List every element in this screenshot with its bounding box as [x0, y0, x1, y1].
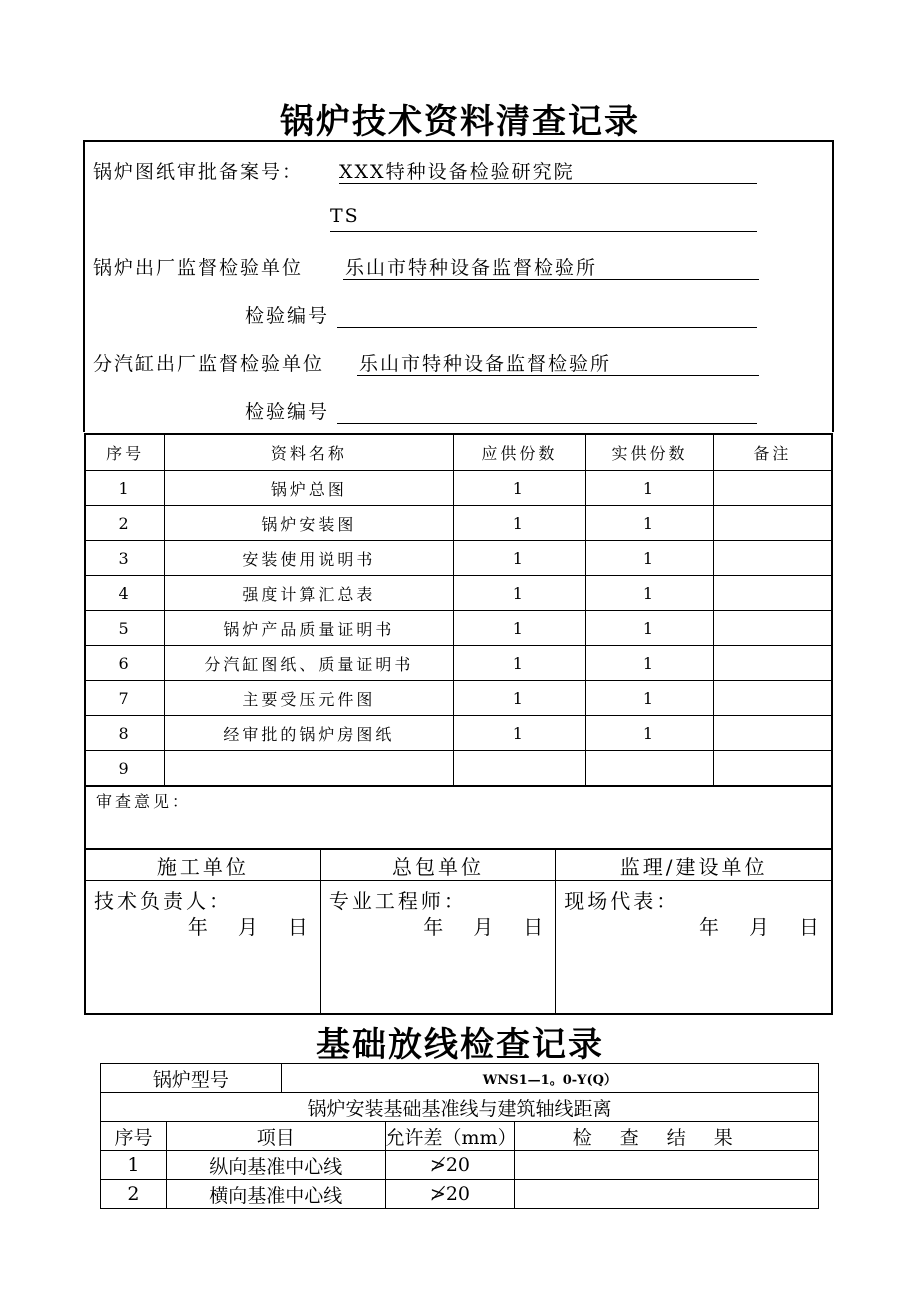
header-note: 备注: [713, 434, 832, 471]
row-no: 2: [101, 1180, 167, 1209]
row-required[interactable]: [453, 751, 586, 787]
cylinder-unit-row: [85, 349, 836, 377]
date-line: [158, 911, 308, 940]
header-tolerance: 允许差（mm）: [385, 1122, 515, 1151]
signature-cell-supervision[interactable]: [556, 881, 832, 1015]
row-name: 主要受压元件图: [165, 681, 453, 716]
table-row: [85, 646, 832, 681]
table-row: [85, 541, 832, 576]
header-supervision-unit: 监理/建设单位: [556, 849, 832, 881]
row-note[interactable]: [713, 576, 832, 611]
row-name: 锅炉安装图: [165, 506, 453, 541]
cylinder-unit-label: 分汽缸出厂监督检验单位: [93, 353, 325, 375]
row-actual[interactable]: 1: [586, 541, 714, 576]
table-row: [85, 576, 832, 611]
review-opinion-label: 审查意见：: [96, 792, 192, 811]
row-note[interactable]: [713, 611, 832, 646]
row-actual[interactable]: 1: [586, 716, 714, 751]
header-no: 序号: [85, 434, 165, 471]
year-label: 年: [187, 915, 208, 939]
section-subtitle: 锅炉安装基础基准线与建筑轴线距离: [101, 1093, 819, 1122]
boiler-unit-row: [85, 253, 836, 281]
row-required[interactable]: 1: [453, 471, 586, 506]
ts-value[interactable]: TS: [330, 205, 757, 232]
signature-table: [84, 848, 833, 1015]
inspection-no-value[interactable]: [337, 301, 757, 328]
model-row: [101, 1064, 819, 1093]
row-result[interactable]: [515, 1151, 819, 1180]
year-label: 年: [699, 915, 719, 939]
cylinder-unit-value[interactable]: 乐山市特种设备监督检验所: [357, 349, 759, 376]
row-item: 横向基准中心线: [166, 1180, 385, 1209]
row-note[interactable]: [713, 541, 832, 576]
technical-lead-label: 技术负责人：: [94, 889, 232, 913]
date-line: [669, 911, 819, 940]
row-name[interactable]: [165, 751, 453, 787]
date-line: [393, 911, 543, 940]
row-required[interactable]: 1: [453, 681, 586, 716]
inspection-no2-row: [85, 397, 836, 425]
boiler-unit-label: 锅炉出厂监督检验单位: [93, 257, 304, 279]
row-tolerance: ≯20: [385, 1180, 515, 1209]
row-no: 5: [85, 611, 165, 646]
month-label: 月: [237, 915, 258, 939]
row-no: 6: [85, 646, 165, 681]
header-construction-unit: 施工单位: [85, 849, 320, 881]
row-name: 安装使用说明书: [165, 541, 453, 576]
row-actual[interactable]: 1: [586, 576, 714, 611]
inspection-no-label: 检验编号: [245, 305, 330, 327]
signature-header-row: [85, 849, 832, 881]
row-no: 3: [85, 541, 165, 576]
table-header-row: [85, 434, 832, 471]
table-row: [85, 716, 832, 751]
inspection-no2-value[interactable]: [337, 397, 757, 424]
table-row: [101, 1180, 819, 1209]
signature-cell-general[interactable]: [320, 881, 555, 1015]
row-no: 2: [85, 506, 165, 541]
row-actual[interactable]: 1: [586, 506, 714, 541]
row-no: 1: [85, 471, 165, 506]
section-title: 基础放线检查记录: [316, 1025, 604, 1065]
header-general-contractor: 总包单位: [320, 849, 555, 881]
row-note[interactable]: [713, 716, 832, 751]
approval-label: 锅炉图纸审批备案号：: [93, 161, 304, 183]
month-label: 月: [473, 915, 494, 939]
approval-value[interactable]: XXX特种设备检验研究院: [339, 157, 757, 184]
header-item: 项目: [166, 1122, 385, 1151]
approval-row: [85, 157, 836, 185]
row-required[interactable]: 1: [453, 611, 586, 646]
table-row: [85, 611, 832, 646]
row-actual[interactable]: 1: [586, 471, 714, 506]
inspection-no2-label: 检验编号: [245, 401, 330, 423]
row-no: 9: [85, 751, 165, 787]
row-required[interactable]: 1: [453, 716, 586, 751]
month-label: 月: [749, 915, 769, 939]
row-name: 锅炉产品质量证明书: [165, 611, 453, 646]
row-actual[interactable]: 1: [586, 611, 714, 646]
row-note[interactable]: [713, 506, 832, 541]
row-note[interactable]: [713, 751, 832, 787]
row-name: 锅炉总图: [165, 471, 453, 506]
model-label: 锅炉型号: [101, 1064, 282, 1093]
row-required[interactable]: 1: [453, 576, 586, 611]
year-label: 年: [423, 915, 444, 939]
table-row: [85, 506, 832, 541]
row-note[interactable]: [713, 471, 832, 506]
header-required: 应供份数: [453, 434, 586, 471]
engineer-label: 专业工程师：: [328, 889, 467, 913]
row-actual[interactable]: 1: [586, 681, 714, 716]
day-label: 日: [799, 915, 819, 939]
row-no: 8: [85, 716, 165, 751]
review-opinion-field[interactable]: [84, 785, 833, 849]
row-result[interactable]: [515, 1180, 819, 1209]
row-item: 纵向基准中心线: [166, 1151, 385, 1180]
table-row: [101, 1151, 819, 1180]
table-row: [85, 751, 832, 787]
signature-cell-construction[interactable]: [85, 881, 320, 1015]
header-no: 序号: [101, 1122, 167, 1151]
header-name: 资料名称: [165, 434, 453, 471]
row-name: 分汽缸图纸、质量证明书: [165, 646, 453, 681]
section-row: [101, 1093, 819, 1122]
table-row: [85, 681, 832, 716]
row-required[interactable]: 1: [453, 646, 586, 681]
ts-row: [85, 205, 836, 233]
inspection-no-row: [85, 301, 836, 329]
info-box: [83, 140, 834, 432]
row-name: 经审批的锅炉房图纸: [165, 716, 453, 751]
row-actual[interactable]: 1: [586, 646, 714, 681]
day-label: 日: [287, 915, 308, 939]
row-note[interactable]: [713, 681, 832, 716]
boiler-unit-value[interactable]: 乐山市特种设备监督检验所: [343, 253, 759, 280]
row-required[interactable]: 1: [453, 506, 586, 541]
model-value[interactable]: WNS1—1。0-Y(Q）: [281, 1064, 818, 1093]
row-no: 4: [85, 576, 165, 611]
row-note[interactable]: [713, 646, 832, 681]
day-label: 日: [523, 915, 544, 939]
foundation-header-row: [101, 1122, 819, 1151]
row-name: 强度计算汇总表: [165, 576, 453, 611]
site-representative-label: 现场代表：: [564, 889, 680, 913]
row-no: 7: [85, 681, 165, 716]
row-required[interactable]: 1: [453, 541, 586, 576]
table-row: [85, 471, 832, 506]
header-actual: 实供份数: [586, 434, 714, 471]
foundation-table: [100, 1063, 819, 1209]
row-no: 1: [101, 1151, 167, 1180]
header-result: 检查结果: [515, 1122, 819, 1151]
signature-body-row: [85, 881, 832, 1015]
documents-table: [84, 433, 833, 787]
page-title: 锅炉技术资料清查记录: [280, 102, 640, 142]
row-tolerance: ≯20: [385, 1151, 515, 1180]
row-actual[interactable]: [586, 751, 714, 787]
